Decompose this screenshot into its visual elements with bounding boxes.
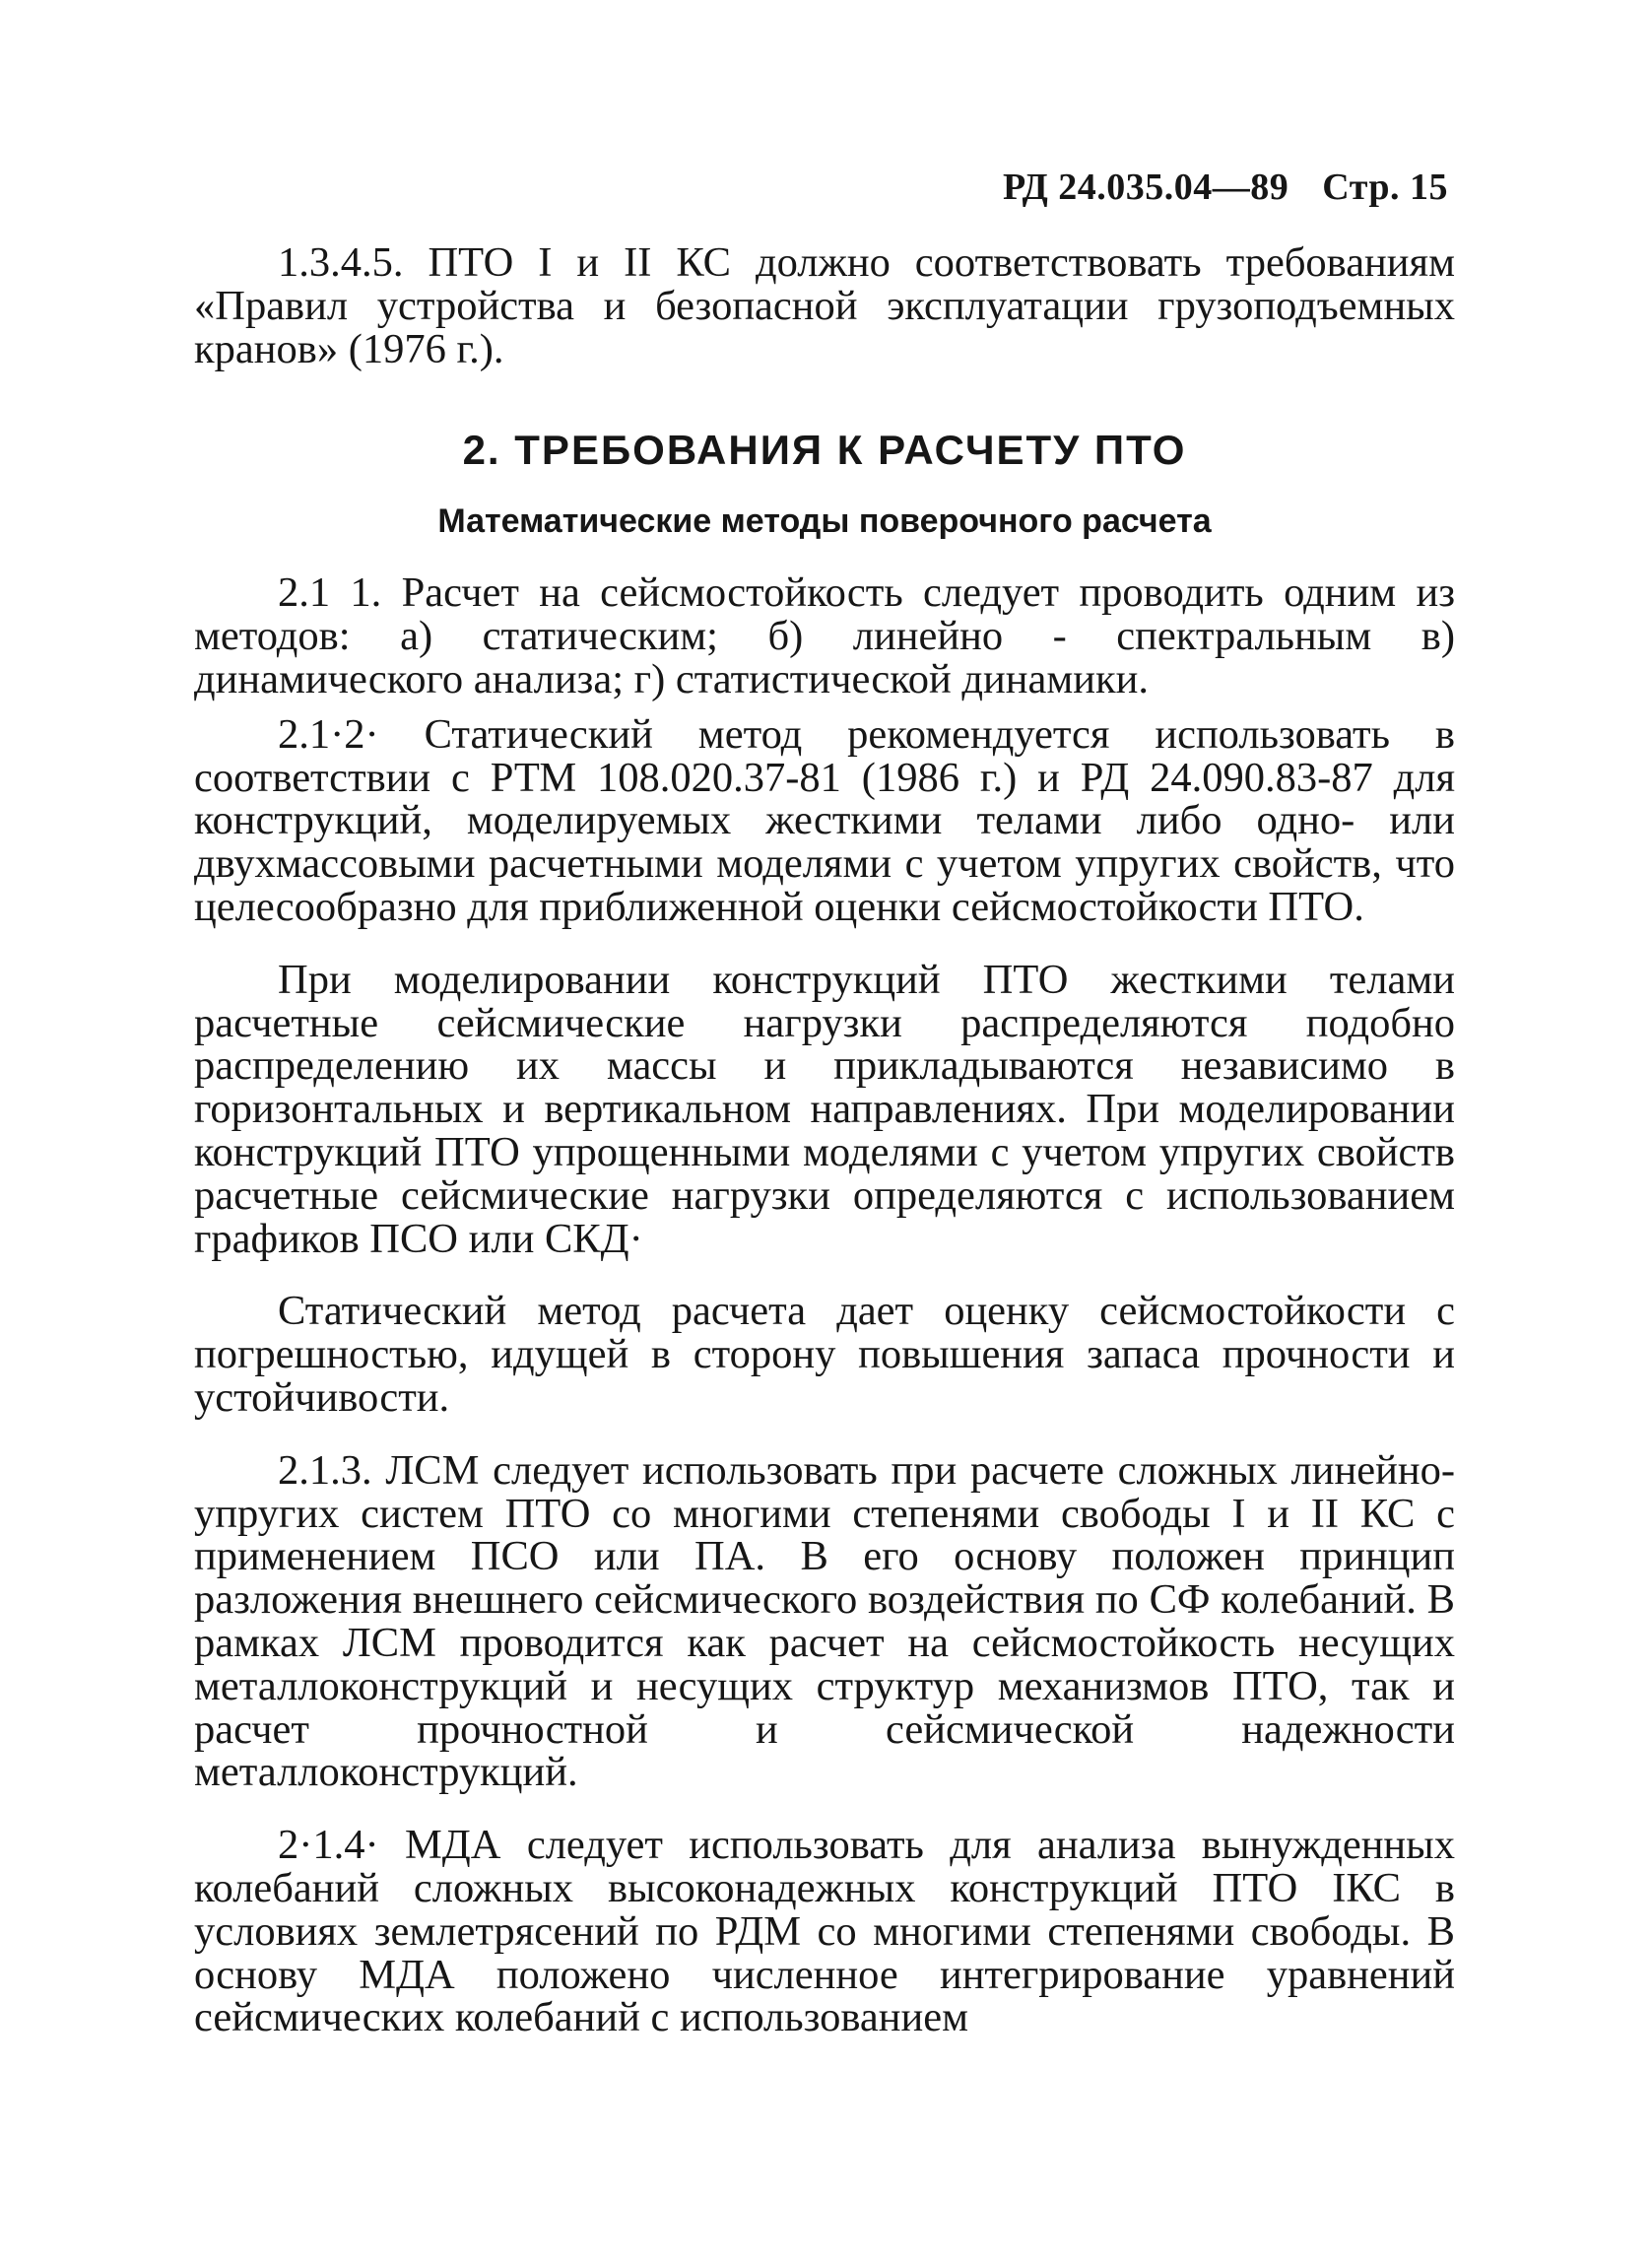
- body-text: [194, 241, 1455, 2039]
- paragraph-static-method: Статический метод расчета дает оценку сейсмостойкости с погрешностью, идущей в сторону повышения запаса прочности и устойчивости.: [194, 1288, 1455, 1421]
- paragraph-2-1-1: 2.1 1. Расчет на сейсмостойкость следует проводить одним из методов: а) статическим; б) линейно - спектральным в) динамического анализа; г) статистической динамики.: [194, 569, 1455, 702]
- section-heading: 2. ТРЕБОВАНИЯ К РАСЧЕТУ ПТО: [462, 427, 1187, 474]
- paragraph-2-1-4: 2·1.4· МДА следует использовать для анализа вынужденных колебаний сложных высоконадежных конструкций ПТО IКС в условиях землетрясений по РДМ со многими степенями свободы. В основу МДА положено численное интегрирование уравнений сейсмических колебаний с использованием: [194, 1822, 1455, 2041]
- paragraph-2-1-3: 2.1.3. ЛСМ следует использовать при расчете сложных линейно-упругих систем ПТО со многими степенями свободы I и II КС с применением ПСО или ПА. В его основу положен принцип разложения внешнего сейсмического воздействия по СФ колебаний. В рамках ЛСМ проводится как расчет на сейсмостойкость несущих металлоконструкций и несущих структур механизмов ПТО, так и расчет прочностной и сейсмической надежности металлоконструкций.: [194, 1446, 1455, 1796]
- paragraph-rigid-body-modeling: При моделировании конструкций ПТО жесткими телами расчетные сейсмические нагрузки распределяются подобно распределению их массы и прикладываются независимо в горизонтальных и вертикальном направлениях. При моделировании конструкций ПТО упрощенными моделями с учетом упругих свойств расчетные сейсмические нагрузки определяются с использованием графиков ПСО или СКД·: [194, 956, 1455, 1262]
- paragraph-2-1-2: 2.1·2· Статический метод рекомендуется использовать в соответствии с РТМ 108.020.37-81 (1986 г.) и РД 24.090.83-87 для конструкций, моделируемых жесткими телами либо одно- или двухмассовыми расчетными моделями с учетом упругих свойств, что целесообразно для приближенной оценки сейсмостойкости ПТО.: [194, 710, 1455, 930]
- page-number: Стр. 15: [1322, 167, 1448, 208]
- paragraph-1-3-4-5: 1.3.4.5. ПТО I и II КС должно соответствовать требованиям «Правил устройства и безопасной эксплуатации грузоподъемных кранов» (1976 г.).: [194, 239, 1455, 372]
- section-subheading: Математические методы поверочного расчета: [437, 502, 1212, 541]
- running-header: [926, 166, 1448, 209]
- document-code: РД 24.035.04—89: [1002, 167, 1289, 208]
